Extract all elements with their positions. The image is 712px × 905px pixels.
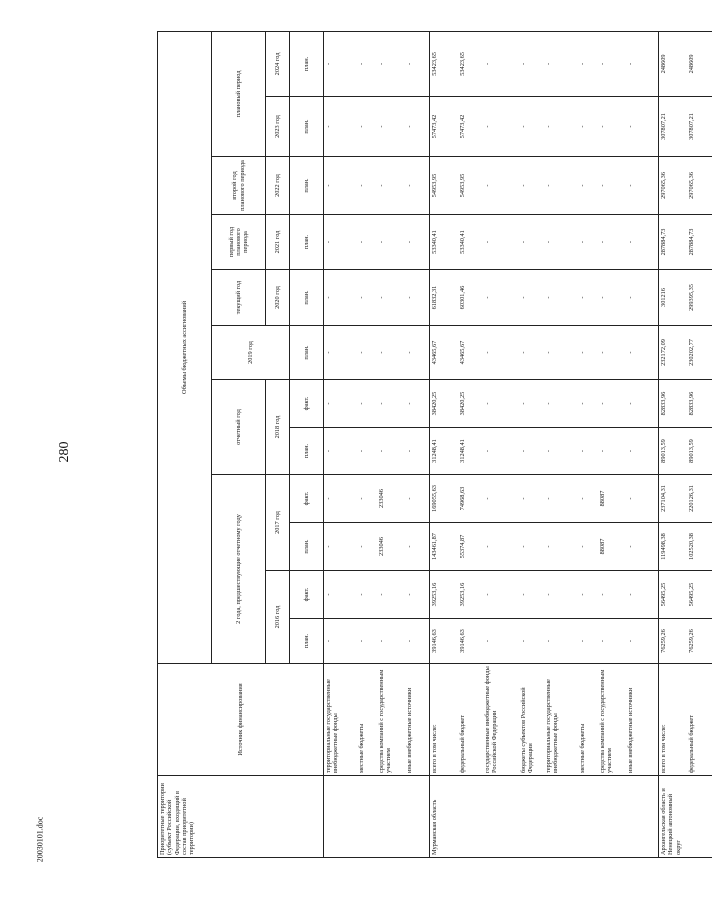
region-cell [578,776,598,858]
value-cell: - [405,31,430,96]
value-cell: - [544,380,578,428]
value-cell: - [324,157,357,215]
value-cell: - [578,326,598,380]
value-cell: - [324,428,357,475]
value-cell: 55374,87 [458,523,483,571]
value-cell: - [377,571,405,619]
header-plan: план. [290,619,324,664]
value-cell: 307807,21 [687,97,712,157]
value-cell: - [544,619,578,664]
value-cell: 56495,25 [687,571,712,619]
value-cell: - [483,571,519,619]
table-row [659,31,687,857]
budget-table [157,31,712,858]
value-cell: - [357,31,377,96]
value-cell: 232172,09 [659,326,687,380]
value-cell: - [405,619,430,664]
value-cell: 143461,87 [430,523,458,571]
table-row [544,31,578,857]
header-first-plan-year: первый год планового периода [212,215,266,270]
value-cell: - [544,428,578,475]
value-cell: 54953,95 [458,157,483,215]
value-cell: - [519,619,544,664]
value-cell: - [598,380,626,428]
value-cell: - [519,571,544,619]
value-cell: - [357,523,377,571]
value-cell: - [598,571,626,619]
value-cell: - [324,475,357,523]
value-cell: - [544,326,578,380]
source-cell: средства компаний с государственным участием [598,664,626,776]
value-cell: 297065,36 [659,157,687,215]
value-cell: 297065,36 [687,157,712,215]
table-row [598,31,626,857]
rotated-table-container [157,32,695,858]
value-cell: - [519,31,544,96]
region-cell: Мурманская область [430,776,458,858]
value-cell: - [519,475,544,523]
value-cell: - [377,270,405,326]
value-cell: 237104,31 [659,475,687,523]
value-cell: 169055,63 [430,475,458,523]
header-year-2018: 2018 год [266,380,290,475]
value-cell: - [377,326,405,380]
region-cell [458,776,483,858]
value-cell: - [544,157,578,215]
value-cell: - [598,31,626,96]
source-cell: бюджеты субъектов Российской Федерации [519,664,544,776]
header-year-2019: 2019 год [212,326,290,380]
value-cell: - [578,475,598,523]
value-cell: - [626,380,659,428]
value-cell: - [578,428,598,475]
value-cell: 39146,63 [458,619,483,664]
source-cell: местные бюджеты [357,664,377,776]
source-cell: всего в том числе: [430,664,458,776]
value-cell: - [626,326,659,380]
value-cell: - [598,270,626,326]
table-row [578,31,598,857]
header-plan: план. [290,31,324,96]
value-cell: - [578,619,598,664]
value-cell: - [519,157,544,215]
value-cell: - [377,157,405,215]
value-cell: 76259,26 [659,619,687,664]
value-cell: - [578,157,598,215]
value-cell: - [544,523,578,571]
value-cell: 53340,41 [430,215,458,270]
value-cell: 31248,41 [430,428,458,475]
region-cell [598,776,626,858]
value-cell: - [483,270,519,326]
region-cell [405,776,430,858]
source-cell: всего в том числе: [659,664,687,776]
value-cell: - [357,619,377,664]
value-cell: 60301,46 [458,270,483,326]
value-cell: 39146,63 [430,619,458,664]
value-cell: - [377,215,405,270]
header-reporting-year: отчетный год [212,380,266,475]
table-row [483,31,519,857]
value-cell: 43465,67 [430,326,458,380]
source-cell: иные внебюджетные источники [405,664,430,776]
value-cell: - [357,270,377,326]
source-cell: средства компаний с государственным участием [377,664,405,776]
value-cell: 248609 [687,31,712,96]
value-cell: - [324,270,357,326]
value-cell: - [324,215,357,270]
header-year-2023: 2023 год [266,97,290,157]
value-cell: 233046 [377,523,405,571]
header-second-plan-year: второй год планового периода [212,157,266,215]
value-cell: 89013,59 [687,428,712,475]
value-cell: - [377,619,405,664]
header-year-2024: 2024 год [266,31,290,96]
source-cell: иные внебюджетные источники [626,664,659,776]
value-cell: - [483,97,519,157]
header-current-year: текущий год [212,270,266,326]
table-row [458,31,483,857]
header-year-2020: 2020 год [266,270,290,326]
value-cell: - [324,380,357,428]
source-cell: федеральный бюджет [458,664,483,776]
value-cell: 220126,31 [687,475,712,523]
region-cell [626,776,659,858]
value-cell: - [483,215,519,270]
value-cell: 76259,26 [687,619,712,664]
source-cell: местные бюджеты [578,664,598,776]
value-cell: - [324,619,357,664]
table-row [519,31,544,857]
table-header [158,31,324,857]
value-cell: - [598,97,626,157]
value-cell: - [405,97,430,157]
region-cell [519,776,544,858]
value-cell: - [578,97,598,157]
value-cell: - [519,270,544,326]
value-cell: - [578,215,598,270]
header-year-2017: 2017 год [266,475,290,571]
header-fact: факт. [290,475,324,523]
value-cell: 102520,38 [687,523,712,571]
value-cell: - [626,475,659,523]
value-cell: - [598,157,626,215]
value-cell: 53423,65 [458,31,483,96]
value-cell: 248609 [659,31,687,96]
value-cell: - [405,428,430,475]
value-cell: 53340,41 [458,215,483,270]
value-cell: - [324,326,357,380]
value-cell: - [357,97,377,157]
table-row [357,31,377,857]
value-cell: 38420,25 [430,380,458,428]
header-planning-period: плановый период [212,31,266,156]
value-cell: - [544,215,578,270]
header-fact: факт. [290,380,324,428]
value-cell: - [483,619,519,664]
value-cell: 54953,95 [430,157,458,215]
value-cell: - [626,97,659,157]
value-cell: - [377,31,405,96]
value-cell: - [357,380,377,428]
value-cell: - [324,97,357,157]
value-cell: 88087 [598,523,626,571]
value-cell: - [324,523,357,571]
value-cell: - [519,523,544,571]
header-plan: план. [290,215,324,270]
value-cell: - [405,380,430,428]
value-cell: - [544,571,578,619]
value-cell: 53423,65 [430,31,458,96]
value-cell: - [405,326,430,380]
value-cell: 307807,21 [659,97,687,157]
table-row [430,31,458,857]
header-plan: план. [290,97,324,157]
value-cell: - [578,31,598,96]
region-cell [377,776,405,858]
value-cell: 38420,25 [458,380,483,428]
value-cell: - [357,571,377,619]
value-cell: 233046 [377,475,405,523]
value-cell: 39253,16 [458,571,483,619]
value-cell: - [483,31,519,96]
region-cell [483,776,519,858]
value-cell: - [357,428,377,475]
value-cell: - [626,523,659,571]
table-row [324,31,357,857]
value-cell: 287884,73 [687,215,712,270]
value-cell: - [519,215,544,270]
value-cell: 230202,77 [687,326,712,380]
value-cell: 301216 [659,270,687,326]
value-cell: - [544,97,578,157]
region-cell: Архангельская область и Ненецкий автономный округ [659,776,687,858]
value-cell: - [324,571,357,619]
value-cell: 287884,73 [659,215,687,270]
value-cell: - [405,270,430,326]
region-cell [324,776,357,858]
header-prior-two-years: 2 года, предшествующие отчетному году [212,475,266,664]
value-cell: - [519,380,544,428]
header-plan: план. [290,270,324,326]
value-cell: - [357,326,377,380]
value-cell: - [626,270,659,326]
value-cell: 31248,41 [458,428,483,475]
value-cell: - [357,157,377,215]
value-cell: - [483,326,519,380]
value-cell: - [519,326,544,380]
page-number: 280 [57,441,72,463]
value-cell: - [377,380,405,428]
value-cell: - [598,326,626,380]
value-cell: - [544,31,578,96]
value-cell: - [598,619,626,664]
source-cell: территориальные государственные внебюджетные фонды [544,664,578,776]
value-cell: 74968,63 [458,475,483,523]
value-cell: - [324,31,357,96]
value-cell: - [405,475,430,523]
value-cell: - [483,380,519,428]
value-cell: - [626,619,659,664]
value-cell: - [483,428,519,475]
value-cell: - [626,31,659,96]
value-cell: 39253,16 [430,571,458,619]
header-year-2016: 2016 год [266,571,290,664]
header-plan: план. [290,157,324,215]
header-source: Источник финансирования [158,664,324,776]
value-cell: - [405,523,430,571]
value-cell: - [519,97,544,157]
value-cell: - [377,428,405,475]
region-cell [544,776,578,858]
value-cell: - [578,523,598,571]
value-cell: - [357,215,377,270]
value-cell: - [578,270,598,326]
region-cell [357,776,377,858]
region-cell [687,776,712,858]
table-body [324,31,712,857]
header-territory: Приоритетные территории (субъект Российской Федерации, входящий в состав приоритетной территории) [158,776,324,858]
value-cell: 299395,35 [687,270,712,326]
value-cell: - [405,157,430,215]
source-cell: государственные внебюджетные фонды Российской Федерации [483,664,519,776]
value-cell: 61832,31 [430,270,458,326]
value-cell: 57473,42 [458,97,483,157]
value-cell: - [377,97,405,157]
value-cell: 56495,25 [659,571,687,619]
header-volumes: Объемы бюджетных ассигнований [158,31,212,663]
source-cell: территориальные государственные внебюджетные фонды [324,664,357,776]
value-cell: 43465,67 [458,326,483,380]
value-cell: - [483,475,519,523]
value-cell: - [578,380,598,428]
value-cell: - [598,215,626,270]
value-cell: 57473,42 [430,97,458,157]
value-cell: 82833,96 [659,380,687,428]
value-cell: 89013,59 [659,428,687,475]
header-year-2021: 2021 год [266,215,290,270]
table-row [405,31,430,857]
value-cell: - [357,475,377,523]
value-cell: - [626,157,659,215]
value-cell: 88087 [598,475,626,523]
header-plan: план. [290,428,324,475]
value-cell: - [598,428,626,475]
value-cell: - [519,428,544,475]
value-cell: - [483,157,519,215]
value-cell: - [544,270,578,326]
header-year-2022: 2022 год [266,157,290,215]
header-plan: план. [290,326,324,380]
header-fact: факт. [290,571,324,619]
value-cell: - [626,215,659,270]
value-cell: - [544,475,578,523]
table-row [626,31,659,857]
value-cell: - [626,571,659,619]
footer-filename: 20030101.doc [35,816,45,863]
value-cell: 82833,96 [687,380,712,428]
value-cell: - [405,215,430,270]
table-row [377,31,405,857]
table-row [687,31,712,857]
value-cell: - [483,523,519,571]
value-cell: 119498,38 [659,523,687,571]
value-cell: - [626,428,659,475]
source-cell: федеральный бюджет [687,664,712,776]
header-plan: план. [290,523,324,571]
value-cell: - [578,571,598,619]
value-cell: - [405,571,430,619]
